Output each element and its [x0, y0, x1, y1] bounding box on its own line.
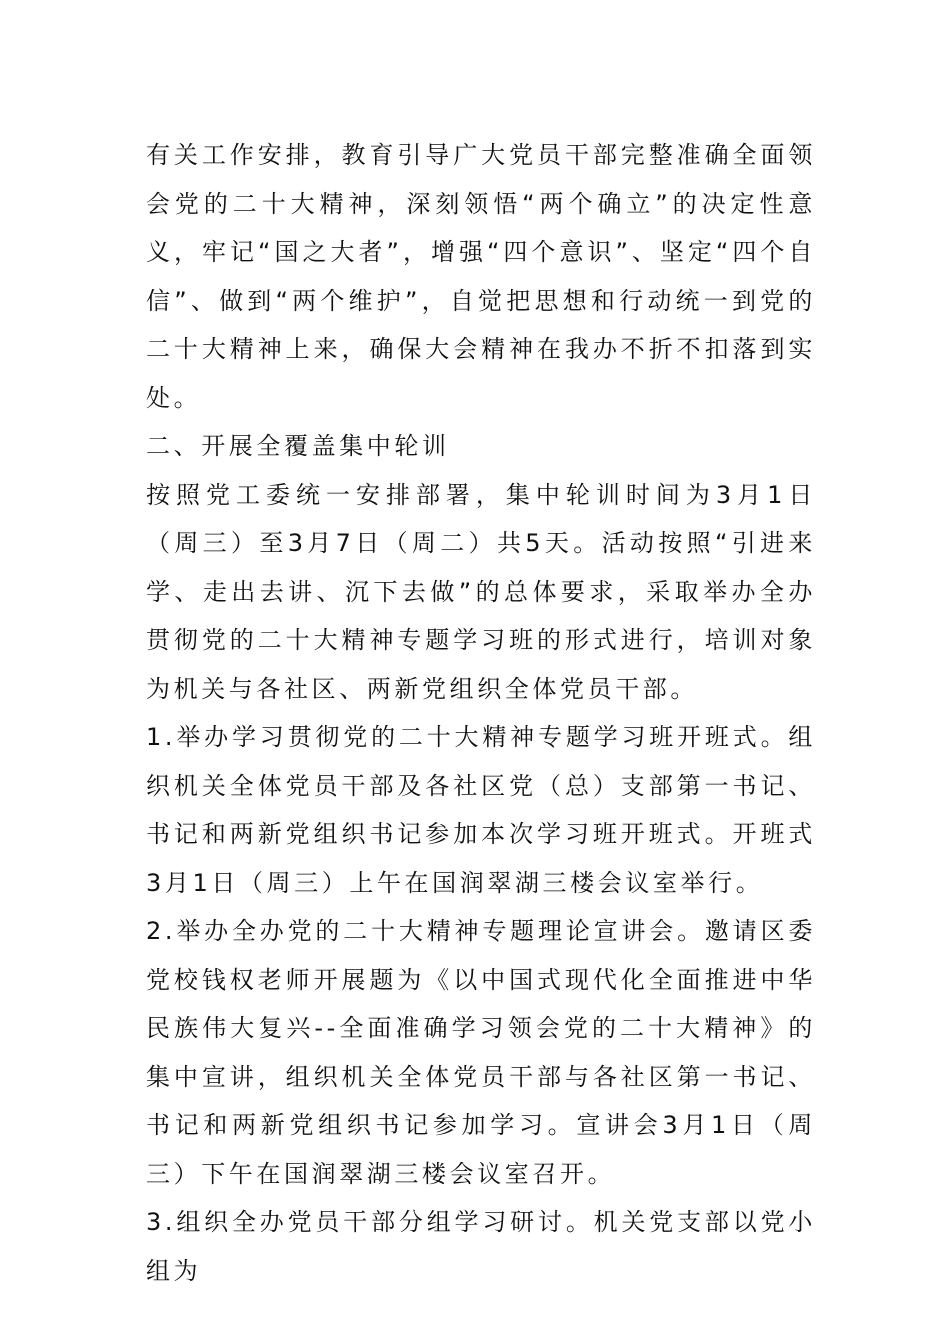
- section-heading: 二、开展全覆盖集中轮训: [146, 432, 450, 460]
- document-body: [146, 131, 816, 1295]
- list-item-lecture: 2.举办全办党的二十大精神专题理论宣讲会。邀请区委党校钱权老师开展题为《以中国式现代化全面推进中华民族伟大复兴--全面准确学习领会党的二十大精神》的集中宣讲，组织机关全体党员干部与各社区第一书记、书记和两新党组织书记参加学习。宣讲会3月1日（周三）下午在国润翠湖三楼会议室召开。: [146, 917, 816, 1188]
- list-item-group-study: 3.组织全办党员干部分组学习研讨。机关党支部以党小组为: [146, 1208, 816, 1285]
- paragraph-training-schedule: 按照党工委统一安排部署，集中轮训时间为3月1日（周三）至3月7日（周二）共5天。活动按照“引进来学、走出去讲、沉下去做”的总体要求，采取举办全办贯彻党的二十大精神专题学习班的形式进行，培训对象为机关与各社区、两新党组织全体党员干部。: [146, 480, 816, 703]
- paragraph-intro: 有关工作安排，教育引导广大党员干部完整准确全面领会党的二十大精神，深刻领悟“两个确立”的决定性意义，牢记“国之大者”，增强“四个意识”、坚定“四个自信”、做到“两个维护”，自觉把思想和行动统一到党的二十大精神上来，确保大会精神在我办不折不扣落到实处。: [146, 141, 816, 412]
- list-item-opening-ceremony: 1.举办学习贯彻党的二十大精神专题学习班开班式。组织机关全体党员干部及各社区党（总）支部第一书记、书记和两新党组织书记参加本次学习班开班式。开班式3月1日（周三）上午在国润翠湖三楼会议室举行。: [146, 723, 816, 897]
